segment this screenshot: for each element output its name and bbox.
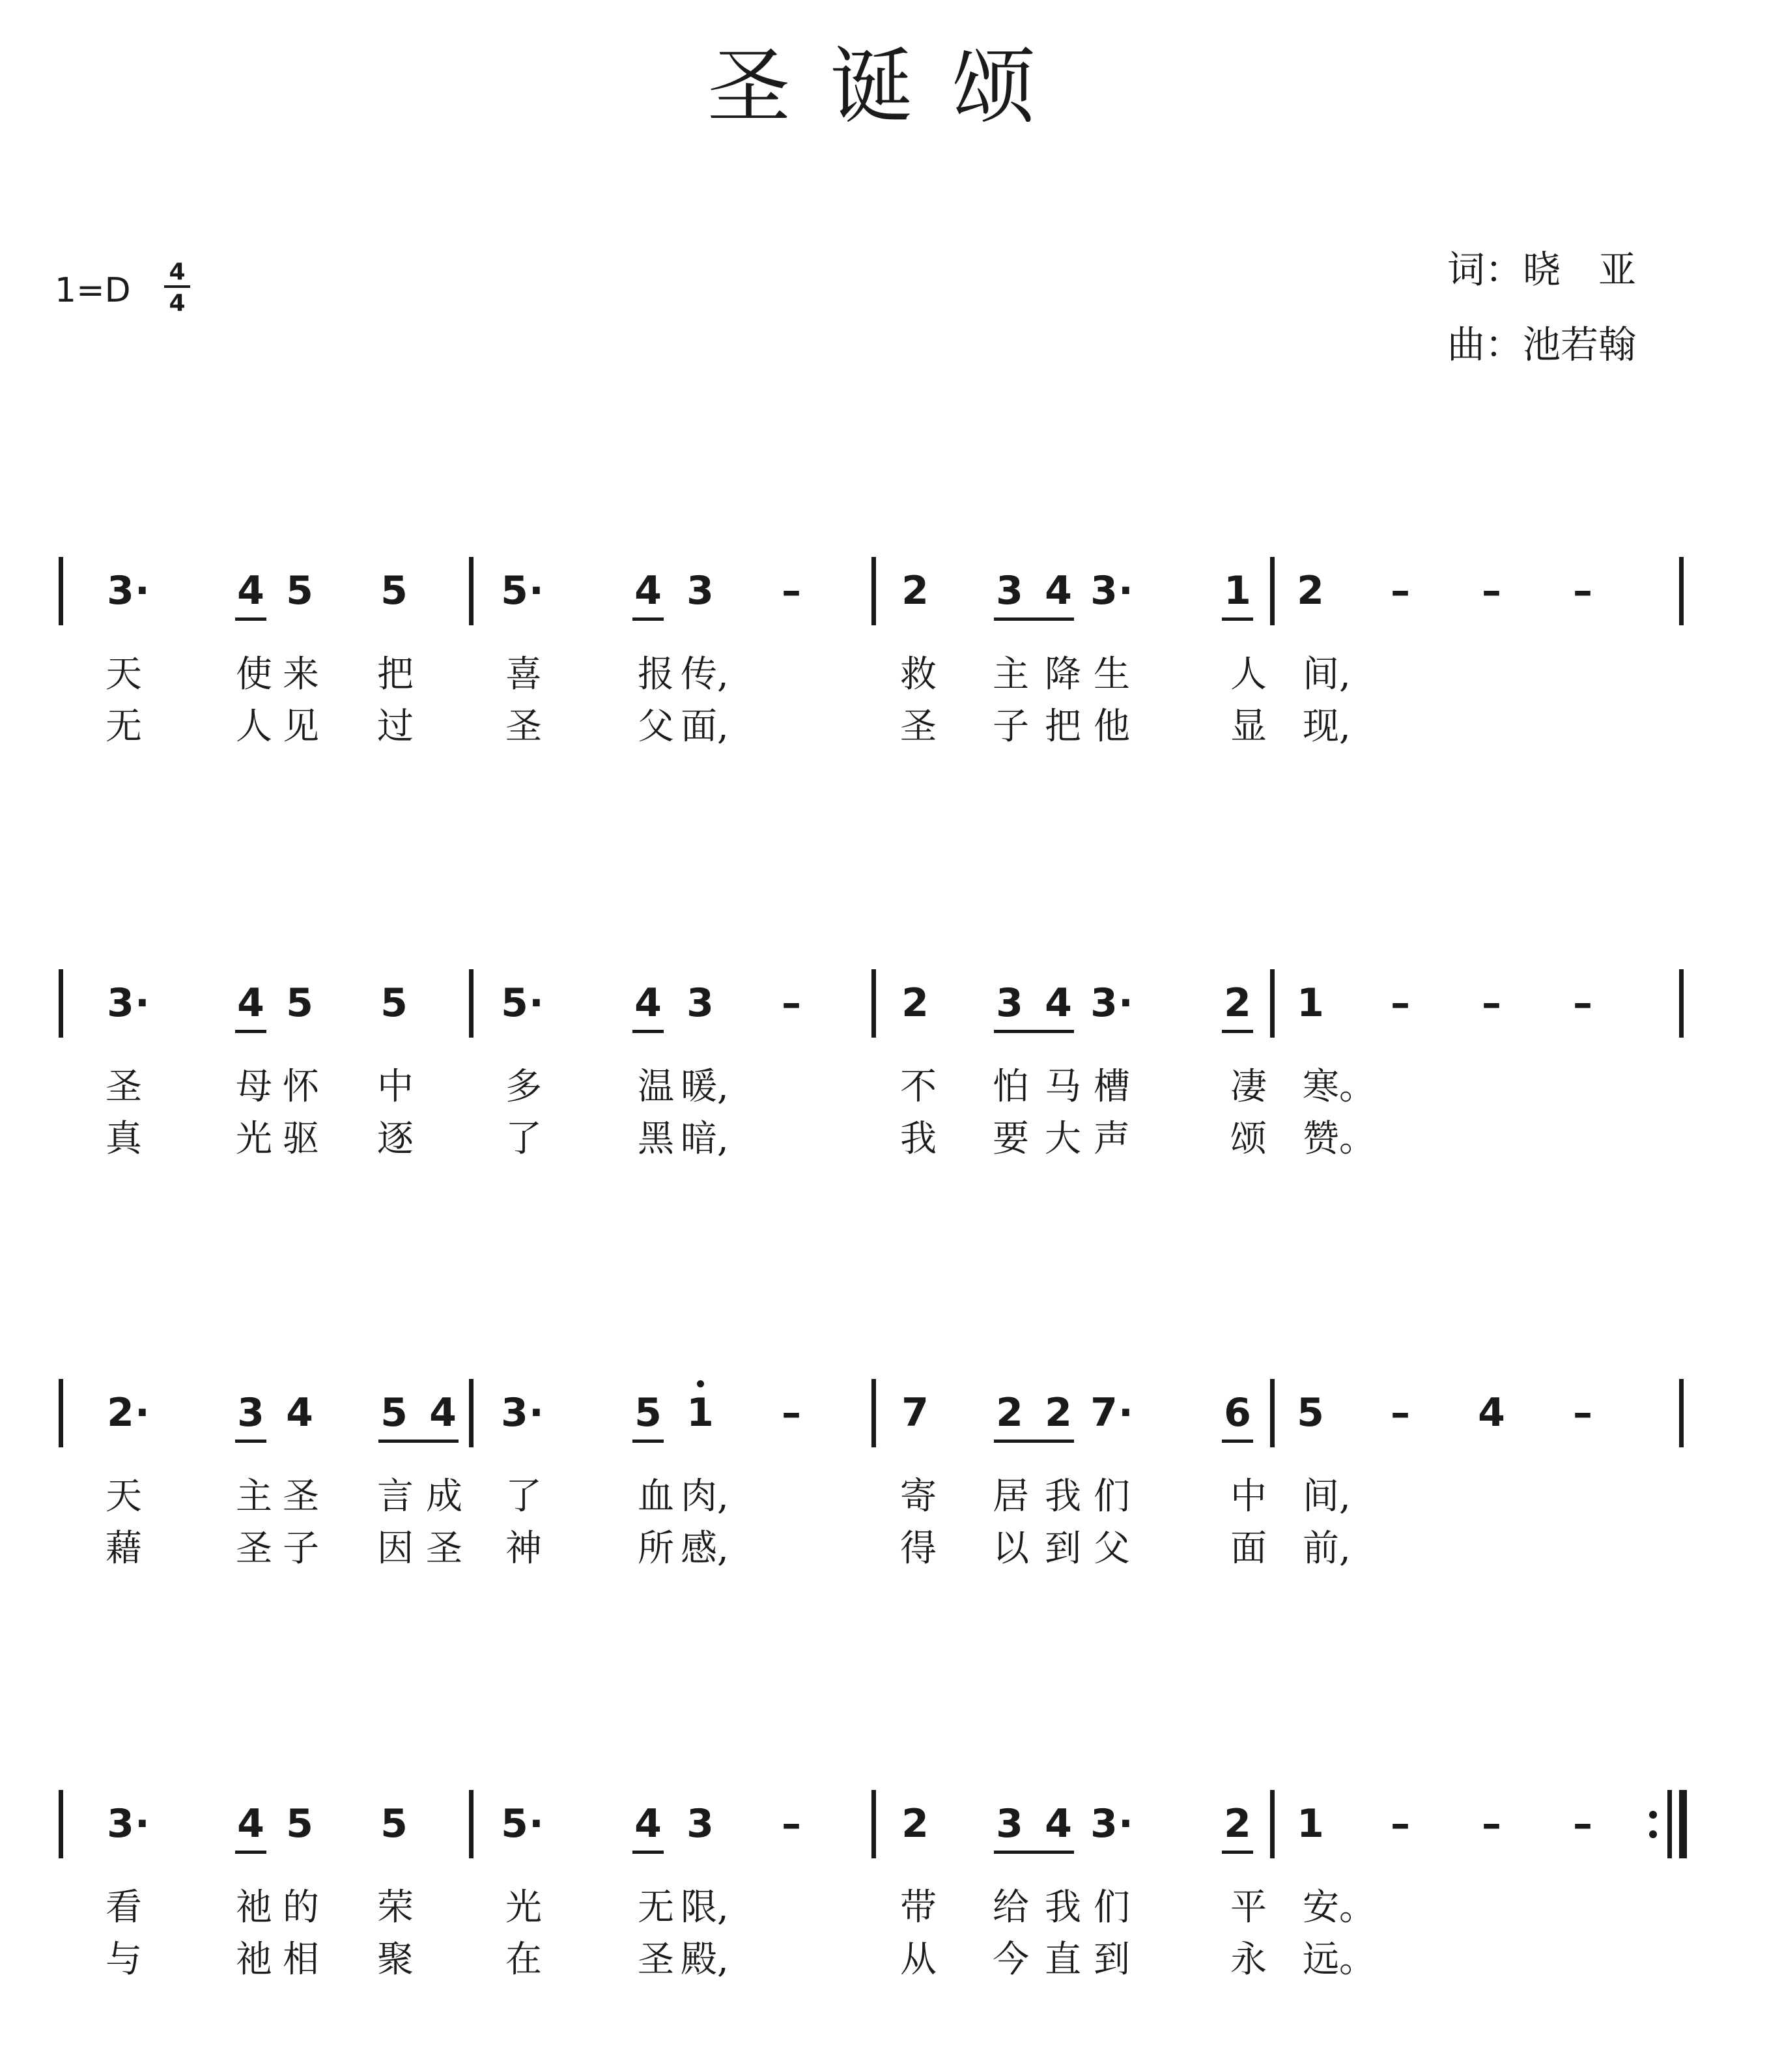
lyric-verse1: 无 (638, 1886, 674, 1929)
barline (59, 1379, 63, 1447)
note: 3 (237, 1390, 264, 1436)
lyric-verse2: 他 (1094, 705, 1130, 748)
note: 3 (996, 1801, 1023, 1847)
lyric-verse2: 祂 (236, 1938, 272, 1981)
lyric-verse1: 马 (1045, 1066, 1081, 1108)
note: 3 (107, 1801, 134, 1847)
lyric-verse1: 母 (236, 1066, 272, 1108)
lyric-verse1: 不 (900, 1066, 937, 1108)
lyric-verse2: 子 (993, 705, 1029, 748)
note: 2 (1224, 1801, 1251, 1847)
dash-note: – (782, 568, 801, 614)
lyric-verse1: 温 (638, 1066, 674, 1108)
augmentation-dot: · (529, 1390, 544, 1436)
note: 1 (686, 1390, 714, 1436)
note: 5 (380, 980, 408, 1026)
dash-note: – (1391, 980, 1410, 1026)
note: 2 (901, 980, 929, 1026)
dash-note: – (1573, 1801, 1592, 1847)
eighth-underline (632, 1851, 664, 1854)
note: 2 (107, 1390, 134, 1436)
lyric-verse2: 黑 (638, 1118, 674, 1160)
lyric-verse2: 聚 (377, 1938, 414, 1981)
barline (59, 557, 63, 625)
lyric-verse2: 圣 (505, 705, 542, 748)
dash-note: – (782, 980, 801, 1026)
lyric-verse2: 见 (283, 705, 319, 748)
barline (1679, 1379, 1684, 1447)
note: 4 (634, 568, 662, 614)
lyric-verse2: 面, (681, 705, 729, 748)
lyric-verse2: 圣 (426, 1527, 462, 1570)
lyric-verse1: 带 (900, 1886, 937, 1929)
note: 4 (237, 568, 264, 614)
lyricist-name: 晓 亚 (1523, 248, 1637, 292)
note: 2 (996, 1390, 1023, 1436)
note: 2 (901, 1801, 929, 1847)
lyric-verse1: 中 (377, 1066, 414, 1108)
lyricist-credit (1447, 248, 1637, 292)
lyric-verse2: 相 (283, 1938, 319, 1981)
lyric-verse2: 面 (1230, 1527, 1267, 1570)
augmentation-dot: · (1118, 568, 1133, 614)
note: 5 (501, 568, 528, 614)
lyric-verse2: 圣 (900, 705, 937, 748)
lyric-verse1: 天 (106, 653, 142, 696)
high-octave-dot (697, 1380, 704, 1387)
note: 7 (901, 1390, 929, 1436)
lyric-verse1: 生 (1094, 653, 1130, 696)
lyric-verse1: 把 (377, 653, 414, 696)
time-denominator: 4 (169, 290, 186, 317)
lyric-verse2: 赞。 (1303, 1118, 1376, 1160)
note: 3 (501, 1390, 528, 1436)
note: 1 (1224, 568, 1251, 614)
barline (59, 1790, 63, 1858)
dash-note: – (1391, 568, 1410, 614)
note: 5 (380, 1390, 408, 1436)
dash-note: – (1482, 568, 1501, 614)
lyric-verse1: 怀 (283, 1066, 319, 1108)
lyric-verse1: 了 (505, 1475, 542, 1518)
note: 5 (501, 980, 528, 1026)
lyric-verse1: 人 (1230, 653, 1267, 696)
note: 7 (1090, 1390, 1118, 1436)
lyric-verse1: 主 (993, 653, 1029, 696)
lyric-verse2: 得 (900, 1527, 937, 1570)
lyric-verse1: 肉, (681, 1475, 729, 1518)
note: 5 (634, 1390, 662, 1436)
lyric-verse2: 要 (993, 1118, 1029, 1160)
lyric-verse2: 现, (1303, 705, 1351, 748)
lyric-verse2: 所 (638, 1527, 674, 1570)
barline (1679, 969, 1684, 1038)
note: 3 (107, 980, 134, 1026)
augmentation-dot: · (135, 1801, 150, 1847)
note: 4 (634, 980, 662, 1026)
eighth-underline (235, 1440, 266, 1443)
note: 3 (686, 1801, 714, 1847)
lyric-verse1: 槽 (1094, 1066, 1130, 1108)
lyric-verse1: 寄 (900, 1475, 937, 1518)
lyric-verse2: 真 (106, 1118, 142, 1160)
note: 5 (1297, 1390, 1324, 1436)
dash-note: – (1391, 1390, 1410, 1436)
lyric-verse2: 从 (900, 1938, 937, 1981)
lyric-verse2: 远。 (1303, 1938, 1376, 1981)
augmentation-dot: · (135, 568, 150, 614)
lyric-verse2: 把 (1045, 705, 1081, 748)
note: 4 (1045, 980, 1072, 1026)
lyric-verse2: 声 (1094, 1118, 1130, 1160)
lyric-verse2: 在 (505, 1938, 542, 1981)
note: 4 (237, 980, 264, 1026)
dash-note: – (1482, 980, 1501, 1026)
lyric-verse2: 今 (993, 1938, 1029, 1981)
eighth-underline (632, 1440, 664, 1443)
repeat-dot (1649, 1830, 1657, 1838)
lyric-verse2: 我 (900, 1118, 937, 1160)
lyric-verse2: 暗, (681, 1118, 729, 1160)
fraction-bar (164, 285, 190, 288)
note: 3 (686, 568, 714, 614)
lyric-verse1: 报 (638, 653, 674, 696)
barline (871, 1790, 876, 1858)
lyric-verse1: 限, (681, 1886, 729, 1929)
lyric-verse2: 大 (1045, 1118, 1081, 1160)
barline (1270, 1379, 1275, 1447)
lyric-verse2: 神 (505, 1527, 542, 1570)
note: 3 (1090, 568, 1118, 614)
lyric-verse1: 凄 (1230, 1066, 1267, 1108)
augmentation-dot: · (1118, 1390, 1133, 1436)
lyric-verse1: 居 (993, 1475, 1029, 1518)
note: 2 (901, 568, 929, 614)
lyric-verse2: 殿, (681, 1938, 729, 1981)
lyric-verse2: 父 (1094, 1527, 1130, 1570)
lyric-verse1: 们 (1094, 1475, 1130, 1518)
lyric-verse1: 我 (1045, 1475, 1081, 1518)
note: 1 (1297, 1801, 1324, 1847)
eighth-underline (994, 617, 1074, 621)
barline (1270, 557, 1275, 625)
lyric-verse2: 藉 (106, 1527, 142, 1570)
lyric-verse2: 圣 (638, 1938, 674, 1981)
lyric-verse2: 前, (1303, 1527, 1351, 1570)
note: 1 (1297, 980, 1324, 1026)
note: 3 (996, 980, 1023, 1026)
dash-note: – (1482, 1801, 1501, 1847)
lyric-verse2: 过 (377, 705, 414, 748)
lyric-verse1: 安。 (1303, 1886, 1376, 1929)
composer-credit (1447, 322, 1637, 367)
lyric-verse2: 与 (106, 1938, 142, 1981)
lyric-verse1: 言 (377, 1475, 414, 1518)
eighth-underline (235, 1851, 266, 1854)
note: 4 (237, 1801, 264, 1847)
lyric-verse1: 暖, (681, 1066, 729, 1108)
lyric-verse2: 到 (1045, 1527, 1081, 1570)
eighth-underline (632, 1030, 664, 1033)
note: 6 (1224, 1390, 1251, 1436)
note: 4 (1478, 1390, 1505, 1436)
lyric-verse1: 传, (681, 653, 729, 696)
lyric-verse1: 平 (1230, 1886, 1267, 1929)
augmentation-dot: · (135, 1390, 150, 1436)
augmentation-dot: · (529, 1801, 544, 1847)
lyric-verse1: 成 (426, 1475, 462, 1518)
lyric-verse1: 圣 (106, 1066, 142, 1108)
note: 2 (1297, 568, 1324, 614)
note: 4 (286, 1390, 313, 1436)
lyric-verse1: 血 (638, 1475, 674, 1518)
lyric-verse1: 救 (900, 653, 937, 696)
lyric-verse1: 祂 (236, 1886, 272, 1929)
lyric-verse1: 主 (236, 1475, 272, 1518)
eighth-underline (994, 1851, 1074, 1854)
lyric-verse1: 间, (1303, 1475, 1351, 1518)
lyric-verse2: 以 (993, 1527, 1029, 1570)
lyric-verse2: 因 (377, 1527, 414, 1570)
lyric-verse2: 圣 (236, 1527, 272, 1570)
lyric-verse2: 显 (1230, 705, 1267, 748)
lyric-verse2: 到 (1094, 1938, 1130, 1981)
barline (871, 969, 876, 1038)
lyric-verse2: 了 (505, 1118, 542, 1160)
dash-note: – (782, 1801, 801, 1847)
note: 4 (1045, 568, 1072, 614)
lyric-verse2: 驱 (283, 1118, 319, 1160)
barline (469, 1790, 474, 1858)
augmentation-dot: · (135, 980, 150, 1026)
eighth-underline (235, 1030, 266, 1033)
barline (1270, 1790, 1275, 1858)
note: 5 (286, 980, 313, 1026)
lyric-verse1: 天 (106, 1475, 142, 1518)
lyric-verse2: 直 (1045, 1938, 1081, 1981)
note: 4 (429, 1390, 457, 1436)
eighth-underline (632, 617, 664, 621)
composer-label: 曲： (1447, 322, 1523, 367)
lyric-verse2: 逐 (377, 1118, 414, 1160)
augmentation-dot: · (529, 980, 544, 1026)
key-signature: 1=D (55, 271, 131, 310)
lyric-verse1: 间, (1303, 653, 1351, 696)
lyric-verse1: 给 (993, 1886, 1029, 1929)
lyric-verse1: 看 (106, 1886, 142, 1929)
barline (1270, 969, 1275, 1038)
augmentation-dot: · (529, 568, 544, 614)
eighth-underline (1222, 1440, 1253, 1443)
note: 3 (107, 568, 134, 614)
lyric-verse1: 使 (236, 653, 272, 696)
barline (469, 969, 474, 1038)
note: 5 (286, 1801, 313, 1847)
eighth-underline (1222, 1030, 1253, 1033)
barline (59, 969, 63, 1038)
lyric-verse1: 们 (1094, 1886, 1130, 1929)
barline (1679, 557, 1684, 625)
repeat-dot (1649, 1811, 1657, 1819)
lyricist-label: 词： (1447, 248, 1523, 292)
final-repeat-barline (1679, 1790, 1687, 1858)
dash-note: – (782, 1390, 801, 1436)
eighth-underline (235, 617, 266, 621)
eighth-underline (994, 1030, 1074, 1033)
barline (469, 1379, 474, 1447)
lyric-verse2: 感, (681, 1527, 729, 1570)
lyric-verse2: 人 (236, 705, 272, 748)
note: 3 (1090, 1801, 1118, 1847)
note: 3 (1090, 980, 1118, 1026)
note: 2 (1045, 1390, 1072, 1436)
lyric-verse2: 子 (283, 1527, 319, 1570)
lyric-verse1: 喜 (505, 653, 542, 696)
eighth-underline (378, 1440, 459, 1443)
composer-name: 池若翰 (1523, 322, 1637, 367)
lyric-verse1: 多 (505, 1066, 542, 1108)
eighth-underline (1222, 617, 1253, 621)
note: 5 (286, 568, 313, 614)
note: 5 (380, 1801, 408, 1847)
note: 4 (1045, 1801, 1072, 1847)
lyric-verse1: 怕 (993, 1066, 1029, 1108)
augmentation-dot: · (1118, 980, 1133, 1026)
note: 4 (634, 1801, 662, 1847)
lyric-verse1: 来 (283, 653, 319, 696)
barline (1667, 1790, 1672, 1858)
dash-note: – (1391, 1801, 1410, 1847)
time-signature (164, 261, 190, 315)
note: 3 (686, 980, 714, 1026)
lyric-verse2: 永 (1230, 1938, 1267, 1981)
lyric-verse1: 的 (283, 1886, 319, 1929)
lyric-verse2: 颂 (1230, 1118, 1267, 1160)
note: 2 (1224, 980, 1251, 1026)
note: 3 (996, 568, 1023, 614)
lyric-verse2: 光 (236, 1118, 272, 1160)
eighth-underline (994, 1440, 1074, 1443)
note: 5 (501, 1801, 528, 1847)
lyric-verse2: 无 (106, 705, 142, 748)
time-numerator: 4 (169, 259, 186, 285)
lyric-verse1: 我 (1045, 1886, 1081, 1929)
lyric-verse1: 降 (1045, 653, 1081, 696)
lyric-verse1: 荣 (377, 1886, 414, 1929)
dash-note: – (1573, 980, 1592, 1026)
barline (871, 1379, 876, 1447)
lyric-verse1: 光 (505, 1886, 542, 1929)
lyric-verse1: 中 (1230, 1475, 1267, 1518)
augmentation-dot: · (1118, 1801, 1133, 1847)
dash-note: – (1573, 568, 1592, 614)
lyric-verse2: 父 (638, 705, 674, 748)
dash-note: – (1573, 1390, 1592, 1436)
lyric-verse1: 圣 (283, 1475, 319, 1518)
song-title: 圣诞颂 (707, 38, 1075, 135)
barline (469, 557, 474, 625)
eighth-underline (1222, 1851, 1253, 1854)
lyric-verse1: 寒。 (1303, 1066, 1376, 1108)
barline (871, 557, 876, 625)
note: 5 (380, 568, 408, 614)
